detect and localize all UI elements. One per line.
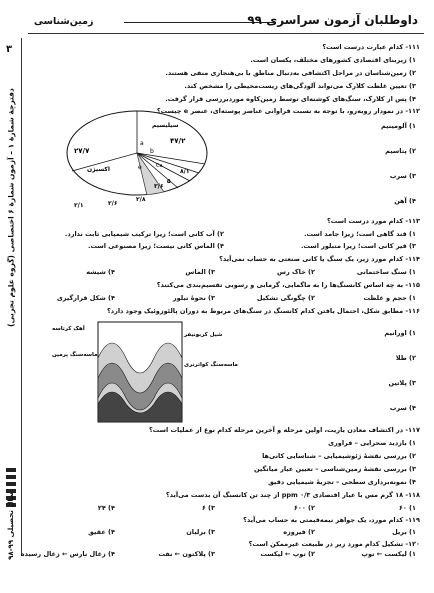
- q115-option-3: ۳) نحوهٔ تبلور: [172, 294, 215, 302]
- question-114: ۱۱۴- کدام مورد زیر، یک سنگ یا کانی صنعتی به حساب نمی‌آید؟: [219, 255, 420, 263]
- crust-abundance-pie: [52, 93, 222, 213]
- q120-option-1: ۱) لیکست ← توپ: [361, 550, 416, 558]
- q119-option-1: ۱) بریل: [392, 528, 416, 536]
- q116-option-1: ۱) اورانیم: [384, 329, 416, 337]
- q118-option-3: ۳) ۶: [201, 504, 215, 512]
- question-113: ۱۱۳- کدام مورد درست است؟: [327, 217, 420, 225]
- pie-label-e: ۲/۶: [108, 200, 118, 207]
- q114-option-1: ۱) سنگ ساختمانی: [356, 268, 416, 276]
- q114-option-4: ۴) شیشه: [86, 268, 115, 276]
- pie-label-f: ۲/۱: [74, 202, 84, 209]
- q119-options: [28, 529, 420, 539]
- q117-option-3: ۳) بررسی نقشهٔ زمین‌شناسی – تعیین عیار میانگین: [253, 465, 416, 473]
- question-112: ۱۱۲- در نمودار روبه‌رو، با توجه به نسبت فراوانی عناصر پوسته‌ای، عنصر e چیست؟: [156, 107, 420, 115]
- q119-option-3: ۳) برلیان: [186, 528, 215, 536]
- q113-option-1: ۱) قند گاهی است؛ زیرا جامد است.: [304, 230, 416, 238]
- q120-option-4: ۴) زغال نارس ← زغال رسیده: [20, 550, 115, 558]
- pie-letter-b: b: [150, 148, 154, 155]
- pie-silicon: سیلیسیم: [152, 122, 179, 129]
- question-118: ۱۱۸- ۱۸ گرم مس با عیار اقتصادی ۰/۳ ppm از چند تن کانسنگ آن بدست می‌آید؟: [165, 491, 420, 499]
- q120-options: [20, 550, 420, 561]
- pie-letter-ca: Ca: [156, 163, 163, 169]
- header-title: داوطلبان آزمون سراسری ۹۹: [247, 13, 418, 27]
- school-year: سال تحصیلی ۹۹-۹۸: [7, 492, 15, 560]
- pie-letter-e: e: [138, 164, 142, 171]
- q118-option-1: ۱) ۶۰: [398, 504, 416, 512]
- question-115: ۱۱۵- به چه اساس کانسنگ‌ها را به ماگمایی، گرمابی و رسوبی تقسیم‌بندی می‌کنند؟: [156, 281, 420, 289]
- label-quaternary-sandstone: ماسه‌سنگ کواترنری: [184, 362, 238, 368]
- q113-option-2: ۲) آب کانی است؛ زیرا ترکیب شیمیایی ثابت ندارد.: [64, 230, 224, 238]
- q115-option-1: ۱) حجم و غلظت: [363, 294, 416, 302]
- pie-label-c: ۳/۶: [154, 183, 164, 190]
- q113-row-2: [28, 243, 420, 253]
- q114-option-2: ۲) خاک رس: [277, 268, 315, 276]
- q113-row-1: [28, 231, 420, 241]
- q115-options: [28, 295, 420, 305]
- pie-label-si: ۲۷/۷: [74, 147, 90, 155]
- question-117: ۱۱۷- در اکتشاف معادن باریت، اولین مرحله و آخرین مرحله کدام نوع از عملیات است؟: [148, 426, 420, 434]
- q116-option-3: ۳) پلاتین: [388, 379, 416, 387]
- q113-option-3: ۳) قیر کانی است؛ زیرا متبلور است.: [300, 242, 416, 250]
- q118-options: [28, 505, 420, 515]
- pie-label-a: ۸/۱: [180, 168, 190, 175]
- q118-option-4: ۴) ۲۴: [97, 504, 115, 512]
- pie-label-o: ۴۷/۲: [170, 137, 186, 145]
- q120-option-3: ۳) پلاکتون ← نفت: [158, 550, 215, 558]
- side-strip: [0, 38, 22, 560]
- label-carboniferous-shale: شیل کربونیفر: [184, 332, 223, 338]
- q111-option-4: ۴) پس از کلارک، سنگ‌های کوشنه‌ای توسط زمین‌کاوه موردبررسی قرار گرفت.: [165, 95, 416, 103]
- q120-option-2: ۲) توپ ← لیکست: [260, 550, 315, 558]
- q117-option-2: ۲) بررسی نقشهٔ ژئوشیمیایی – شناسایی کانی‌ها: [262, 452, 416, 460]
- q119-option-2: ۲) فیروزه: [283, 528, 315, 536]
- q111-option-1: ۱) زیربنای اقتصادی کشورهای مختلف، یکسان است.: [250, 56, 416, 64]
- q112-option-4: ۴) آهن: [394, 197, 416, 205]
- q116-option-2: ۲) طلا: [395, 354, 416, 362]
- pie-letter-a: a: [140, 140, 144, 147]
- q111-option-3: ۳) تعیین غلظت کلارک می‌تواند آلودگی‌های زیست‌محیطی را مشخص کند.: [184, 82, 416, 90]
- q119-option-4: ۴) عقیق: [88, 528, 115, 536]
- booklet-title: دفترچهٔ شمارهٔ ۱ – آزمون شمارهٔ ۶ اختصاصی (گروه علوم تجربی): [6, 88, 16, 327]
- q115-option-2: ۲) چگونگی تشکیل: [256, 294, 315, 302]
- q112-option-1: ۱) آلومینیم: [380, 122, 416, 130]
- q114-options: [28, 269, 420, 279]
- header-rule: [124, 22, 274, 23]
- q114-option-3: ۳) الماس: [185, 268, 215, 276]
- q117-option-1: ۱) بازدید صحرایی – فراوری: [328, 439, 416, 447]
- q112-option-2: ۲) پتاسیم: [385, 147, 416, 155]
- pie-label-b: ۵: [167, 178, 171, 185]
- header-subject: زمین‌شناسی: [34, 16, 94, 27]
- pie-label-d: ۲/۸: [136, 196, 146, 203]
- q112-option-3: ۳) سرب: [389, 172, 416, 180]
- q113-option-4: ۴) الماس کانی نیست؛ زیرا مصنوعی است.: [88, 242, 224, 250]
- q111-option-2: ۲) زمین‌شناسان در مراحل اکتشافی به‌دنبال مناطق با بی‌هنجاری منفی هستند.: [165, 69, 416, 77]
- label-permian-sandstone: ماسه‌سنگ پرمین: [52, 352, 98, 358]
- question-116: ۱۱۶- مطابق شکل، احتمال یافتن کدام کانسنگ در سنگ‌های مربوط به دوران پالئوزوئیک وجود دارد؟: [106, 307, 420, 315]
- rock-layers-figure: [52, 318, 238, 428]
- pie-oxygen: اکسیژن: [87, 166, 110, 173]
- q116-option-4: ۴) سرب: [389, 404, 416, 412]
- page-header: [28, 10, 424, 34]
- label-cretaceous-limestone: آهک کرتاسه: [52, 326, 85, 332]
- q118-option-2: ۲) ۶۰۰: [293, 504, 315, 512]
- question-119: ۱۱۹- کدام مورد، یک جواهر نیمه‌قیمتی به حساب می‌آید؟: [243, 516, 420, 524]
- question-111: ۱۱۱- کدام عبارت درست است؟: [322, 43, 420, 51]
- question-120: ۱۲۰- تشکیل کدام مورد زیر در طبیعت غیرممکن است؟: [248, 540, 420, 548]
- q117-option-4: ۴) نمونه‌برداری سطحی – تجزیهٔ شیمیایی دقیق: [268, 478, 416, 486]
- q115-option-4: ۴) شکل قرارگیری: [56, 294, 115, 302]
- page-number: ۳: [6, 44, 13, 55]
